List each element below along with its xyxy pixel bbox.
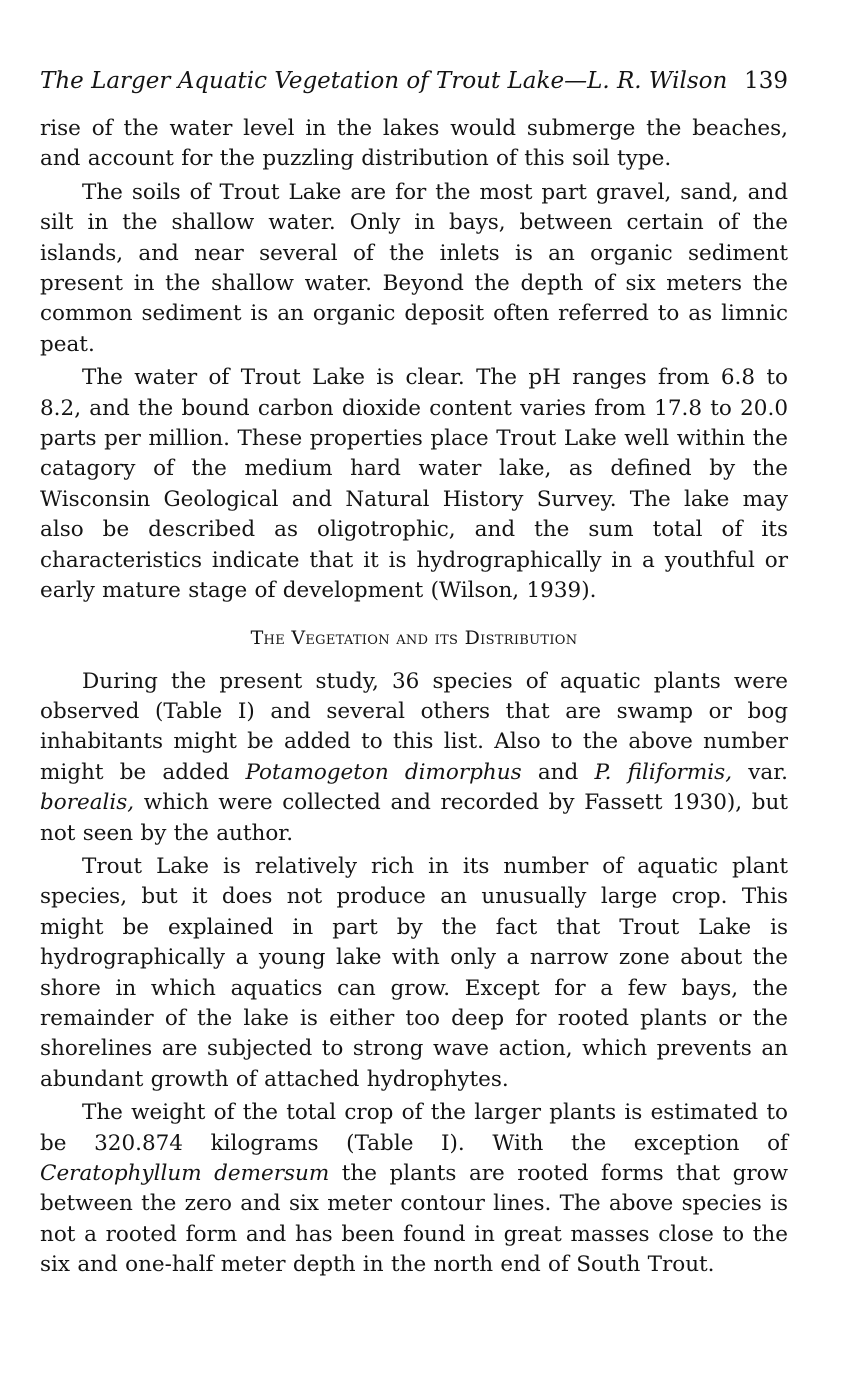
paragraph-4-text-c: var. [732,759,788,785]
paragraph-6 [40,1098,788,1280]
paragraph-1: rise of the water level in the lakes would submerge the beaches, and account for the puzzling distribution of this soil type. [40,116,788,172]
running-head [40,66,788,96]
page-number: 139 [744,68,788,94]
paragraph-2: The soils of Trout Lake are for the most part gravel, sand, and silt in the shallow water. Only in bays, between certain of the islands, and near several of the inlets is an organic sediment present in the shallow water. Beyond the depth of six meters the common sediment is an organic deposit often referred to as limnic peat. [40,179,788,357]
paragraph-4-text-a: During the present study, 36 species of aquatic plants were observed (Table I) and several others that are swamp or bog inhabitants might be added to this list. Also to the above number might be added [40,668,788,785]
paragraph-4-text-b: and [521,759,595,785]
paragraph-4-text-d: which were collected and recorded by Fassett 1930), but not seen by the author. [40,790,788,846]
species-name: Ceratophyllum demersum [40,1161,330,1186]
paragraph-6-text-a: The weight of the total crop of the larger plants is estimated to be 320.874 kilograms (Table I). With the exception of [40,1100,788,1156]
paragraph-5: Trout Lake is relatively rich in its number of aquatic plant species, but it does not produce an unusually large crop. This might be explained in part by the fact that Trout Lake is hydrographically a young lake with only a narrow zone about the shore in which aquatics can grow. Except for a few bays, the remainder of the lake is either too deep for rooted plants or the shorelines are subjected to strong wave action, which prevents an abundant growth of attached hydrophytes. [40,853,788,1092]
paragraph-6-text-b: the plants are rooted forms that grow between the zero and six meter contour lines. The above species is not a rooted form and has been found in great masses close to the six and one-half meter depth in the north end of South Trout. [40,1161,788,1278]
section-heading: The Vegetation and its Distribution [250,626,578,649]
paragraph-3: The water of Trout Lake is clear. The pH ranges from 6.8 to 8.2, and the bound carbon dioxide content varies from 17.8 to 20.0 parts per million. These properties place Trout Lake well within the catagory of the medium hard water lake, as defined by the Wisconsin Geological and Natural History Survey. The lake may also be described as oligotrophic, and the sum total of its characteristics indicate that it is hydrographically in a youthful or early mature stage of development (Wilson, 1939). [40,365,788,604]
variety-name: borealis, [40,790,135,816]
page [40,66,788,1284]
paragraph-4 [40,667,788,849]
species-name: P. filiformis, [594,759,733,785]
species-name: Potamogeton dimorphus [245,759,522,785]
running-title: The Larger Aquatic Vegetation of Trout Lake—L. R. Wilson [40,68,728,94]
